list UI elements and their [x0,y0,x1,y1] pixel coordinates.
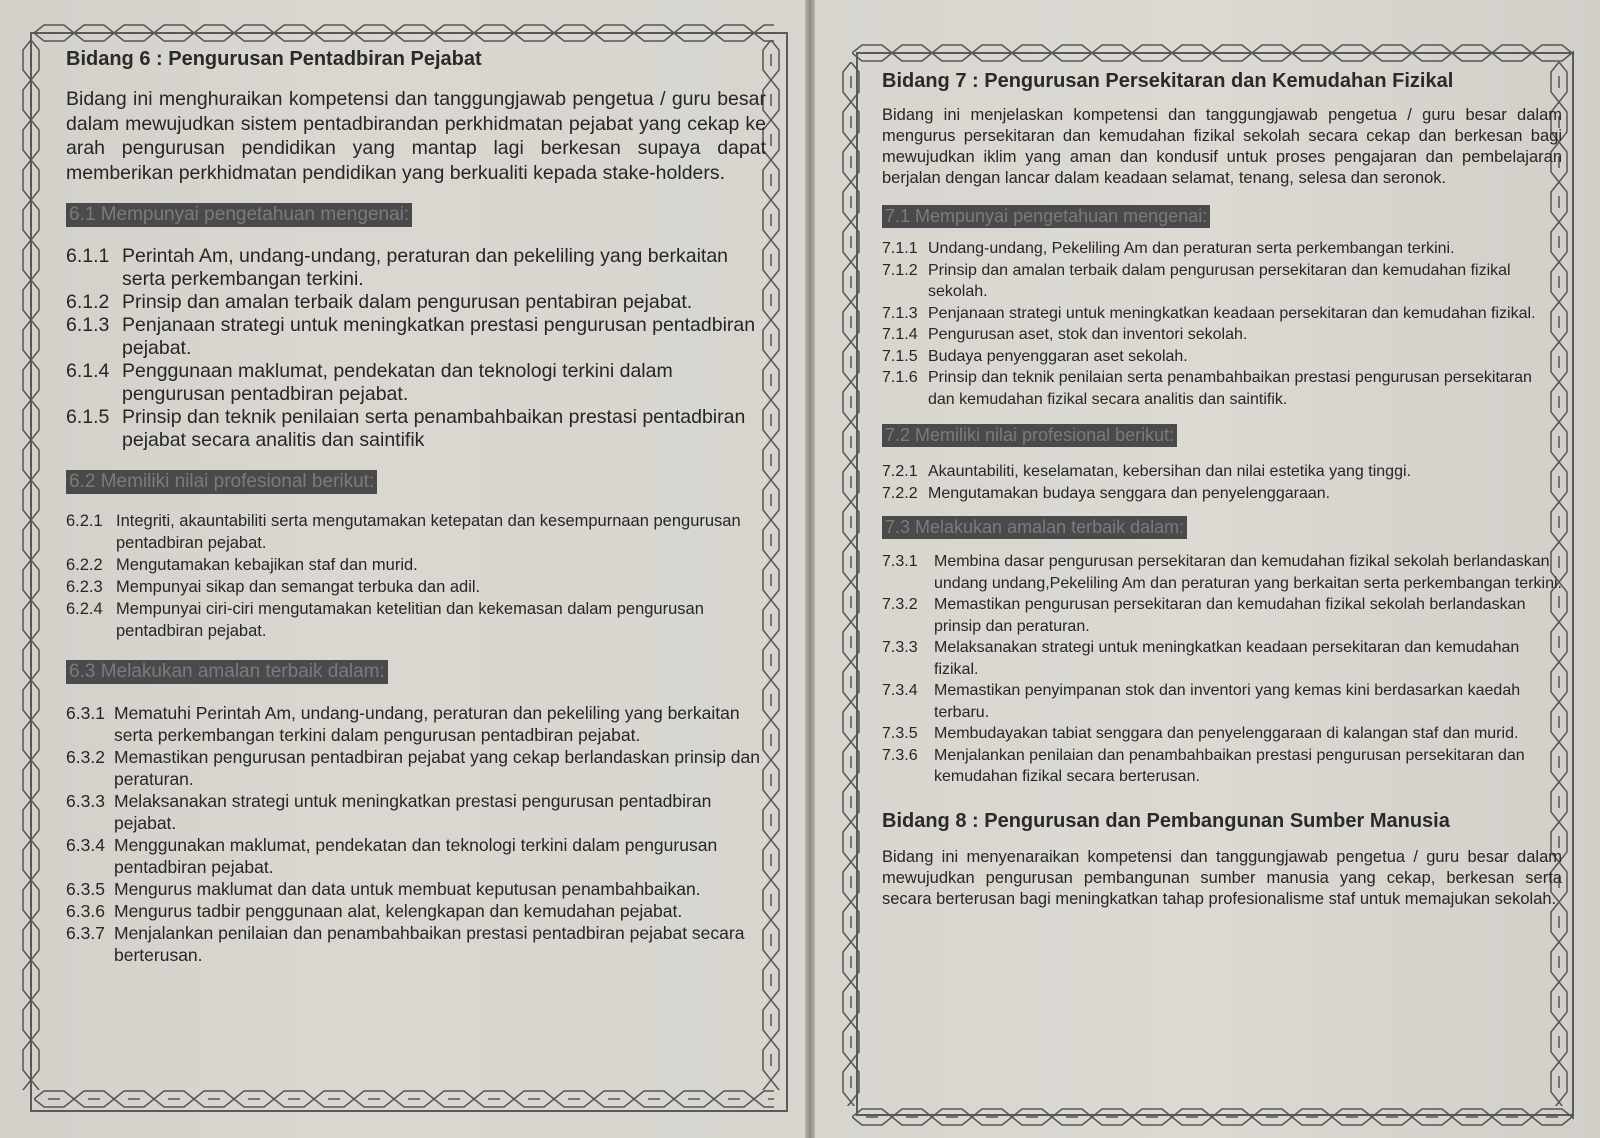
item-text: Prinsip dan teknik penilaian serta penambahbaikan prestasi pentadbiran pejabat secara analitis dan saintifik [122,406,746,451]
right-inner-border-pattern [840,62,862,1106]
list-item [882,594,1562,637]
item-text: Melaksanakan strategi untuk meningkatkan prestasi pengurusan pentadbiran pejabat. [114,791,712,833]
item-text: Prinsip dan amalan terbaik dalam pengurusan pentabiran pejabat. [122,291,693,313]
item-text: Penggunaan maklumat, pendekatan dan teknologi terkini dalam pengurusan pentadbiran pejabat. [122,360,673,405]
list-item [882,324,1562,346]
item-number: 7.3.3 [882,639,918,656]
item-number: 6.1.5 [66,406,110,428]
border-pattern-icon [852,1106,1574,1128]
list-item [66,406,766,452]
item-number: 7.3.6 [882,746,918,764]
item-number: 7.1.6 [882,369,918,386]
item-number: 6.1.4 [66,360,110,382]
item-number: 6.1.1 [66,245,110,267]
item-text: Undang-undang, Pekeliling Am dan peraturan serta perkembangan terkini. [928,240,1455,257]
section-6-2 [66,470,766,642]
item-number: 7.3.1 [882,553,918,570]
item-number: 7.1.3 [882,304,918,322]
item-number: 6.2.4 [66,600,103,618]
list-item [66,900,766,922]
item-text: Mengurus tadbir penggunaan alat, kelengkapan dan kemudahan pejabat. [114,901,683,921]
right-bottom-border-pattern [852,1106,1574,1128]
right-top-border-pattern [852,42,1574,64]
border-pattern-icon [840,62,862,1106]
list-item [66,360,766,406]
item-number: 6.3.7 [66,923,105,943]
left-side-border-pattern [20,40,42,1090]
item-text: Memastikan pengurusan pentadbiran pejabat yang cekap berlandaskan prinsip dan peraturan. [114,747,760,789]
item-text: Pengurusan aset, stok dan inventori sekolah. [928,326,1248,343]
right-page-content [882,70,1562,910]
bidang-8-intro: Bidang ini menyenaraikan kompetensi dan tanggungjawab pengetua / guru besar dalam mewujudkan pengurusan pembangunan sumber manusia yang cekap, berkesan serta secara berterusan bagi meningkatkan tahap profesionalisme staf untuk memajukan sekolah. [882,847,1562,908]
section-7-1-heading: 7.1 Mempunyai pengetahuan mengenai: [882,205,1210,228]
list-item [66,314,766,360]
item-text: Akauntabiliti, keselamatan, kebersihan dan nilai estetika yang tinggi. [928,463,1411,480]
list-item [66,510,766,554]
item-number: 6.1.3 [66,314,110,336]
border-pattern-icon [34,22,774,44]
item-number: 7.2.1 [882,463,918,480]
item-text: Menjalankan penilaian dan penambahbaikan prestasi pengurusan persekitaran dan kemudahan fizikal secara berterusan. [934,746,1525,785]
item-text: Membina dasar pengurusan persekitaran dan kemudahan fizikal sekolah berlandaskan undang undang,Pekeliling Am dan peraturan yang berkaitan serta perkembangan terkini. [934,553,1562,592]
item-text: Mengutamakan budaya senggara dan penyelenggaraan. [928,484,1331,502]
list-item [882,483,1562,505]
item-text: Prinsip dan teknik penilaian serta penambahbaikan prestasi pengurusan persekitaran dan kemudahan fizikal secara analitis dan saintifik. [928,369,1532,408]
section-6-1-list [66,245,766,452]
item-number: 7.3.5 [882,725,918,742]
item-text: Membudayakan tabiat senggara dan penyelenggaraan di kalangan staf dan murid. [934,725,1519,742]
section-7-1 [882,205,1562,410]
item-text: Mempunyai sikap dan semangat terbuka dan adil. [116,578,481,596]
list-item [882,303,1562,325]
border-pattern-icon [20,40,42,1090]
list-item [882,461,1562,483]
border-pattern-icon [34,1088,774,1110]
section-7-3-heading: 7.3 Melakukan amalan terbaik dalam: [882,516,1187,539]
list-item [66,576,766,598]
item-number: 6.3.6 [66,901,105,921]
border-pattern-icon [852,42,1574,64]
list-item [882,723,1562,745]
bidang-7-title: Bidang 7 : Pengurusan Persekitaran dan Kemudahan Fizikal [882,70,1454,92]
left-top-border-pattern [34,22,774,44]
item-number: 7.1.4 [882,326,918,343]
list-item [66,598,766,642]
bidang-7-intro: Bidang ini menjelaskan kompetensi dan tanggungjawab pengetua / guru besar dalam mengurus persekitaran dan kemudahan fizikal sekolah secara cekap dan berkesan bagi mewujudkan iklim yang aman dan kondusif untuk proses pengajaran dan pembelajaran berjalan dengan lancar dalam keadaan selamat, tenang, selesa dan seronok. [882,106,1562,187]
item-text: Budaya penyenggaran aset sekolah. [928,347,1188,365]
item-number: 6.3.4 [66,835,105,855]
list-item [882,260,1562,303]
list-item [66,702,766,746]
item-text: Memastikan penyimpanan stok dan inventori yang kemas kini berdasarkan kaedah terbaru. [934,682,1521,721]
item-text: Perintah Am, undang-undang, peraturan dan pekeliling yang berkaitan serta perkembangan terkini. [122,245,729,290]
item-number: 7.1.5 [882,347,918,365]
item-number: 6.3.5 [66,879,105,899]
list-item [882,346,1562,368]
list-item [882,680,1562,723]
section-7-2-list [882,461,1562,504]
item-number: 6.2.3 [66,578,103,596]
list-item [66,291,766,314]
section-6-2-heading: 6.2 Memiliki nilai profesional berikut: [66,470,377,494]
item-number: 7.1.1 [882,240,918,257]
list-item [66,878,766,900]
list-item [66,790,766,834]
item-text: Penjanaan strategi untuk meningkatkan prestasi pengurusan pentadbiran pejabat. [122,314,756,359]
list-item [66,245,766,291]
item-text: Memastikan pengurusan persekitaran dan kemudahan fizikal sekolah berlandaskan prinsip dan peraturan. [934,596,1526,635]
section-6-3-list [66,702,766,966]
item-number: 6.2.1 [66,512,103,530]
item-text: Prinsip dan amalan terbaik dalam pengurusan persekitaran dan kemudahan fizikal sekolah. [928,261,1511,300]
section-6-3-heading: 6.3 Melakukan amalan terbaik dalam: [66,660,388,684]
list-item [66,834,766,878]
item-text: Mengutamakan kebajikan staf dan murid. [116,556,418,574]
item-text: Penjanaan strategi untuk meningkatkan keadaan persekitaran dan kemudahan fizikal. [928,304,1536,322]
list-item [66,746,766,790]
section-6-2-list [66,510,766,642]
list-item [882,637,1562,680]
section-6-1-heading: 6.1 Mempunyai pengetahuan mengenai: [66,203,412,227]
item-text: Mengurus maklumat dan data untuk membuat keputusan penambahbaikan. [114,879,701,899]
list-item [882,238,1562,260]
item-number: 6.3.2 [66,747,105,767]
section-7-1-list [882,238,1562,410]
item-text: Mematuhi Perintah Am, undang-undang, peraturan dan pekeliling yang berkaitan serta perkembangan terkini dalam pengurusan pentadbiran pejabat. [114,703,740,745]
list-item [882,551,1562,594]
item-text: Menjalankan penilaian dan penambahbaikan prestasi pentadbiran pejabat secara berterusan. [114,923,745,965]
list-item [882,745,1562,788]
item-number: 6.1.2 [66,291,110,313]
bidang-6-title: Bidang 6 : Pengurusan Pentadbiran Pejabat [66,48,482,70]
left-page-content [66,44,766,966]
book-spine [805,0,815,1138]
item-number: 6.3.3 [66,791,105,811]
item-text: Mempunyai ciri-ciri mengutamakan ketelitian dan kekemasan dalam pengurusan pentadbiran pejabat. [116,600,704,640]
item-text: Menggunakan maklumat, pendekatan dan teknologi terkini dalam pengurusan pentadbiran pejabat. [114,835,718,877]
section-7-3-list [882,551,1562,788]
item-number: 7.3.2 [882,596,918,613]
list-item [66,554,766,576]
item-number: 6.3.1 [66,703,105,723]
item-number: 6.2.2 [66,556,103,574]
section-6-1 [66,203,766,452]
section-7-2-heading: 7.2 Memiliki nilai profesional berikut: [882,424,1177,447]
item-number: 7.2.2 [882,484,918,502]
section-7-3 [882,516,1562,788]
bidang-8-title: Bidang 8 : Pengurusan dan Pembangunan Sumber Manusia [882,809,1450,832]
section-7-2 [882,424,1562,504]
item-number: 7.1.2 [882,261,918,279]
list-item [882,367,1562,410]
item-text: Integriti, akauntabiliti serta mengutamakan ketepatan dan kesempurnaan pengurusan pentadbiran pejabat. [116,512,741,552]
bidang-6-intro: Bidang ini menghuraikan kompetensi dan tanggungjawab pengetua / guru besar dalam mewujudkan sistem pentadbirandan perkhidmatan pejabat yang cekap ke arah pengurusan pendidikan yang mantap lagi berkesan supaya dapat memberikan perkhidmatan pendidikan yang berkualiti kepada stake-holders. [66,88,766,184]
item-number: 7.3.4 [882,682,918,699]
section-6-3 [66,660,766,966]
left-bottom-border-pattern [34,1088,774,1110]
list-item [66,922,766,966]
item-text: Melaksanakan strategi untuk meningkatkan keadaan persekitaran dan kemudahan fizikal. [934,639,1520,678]
